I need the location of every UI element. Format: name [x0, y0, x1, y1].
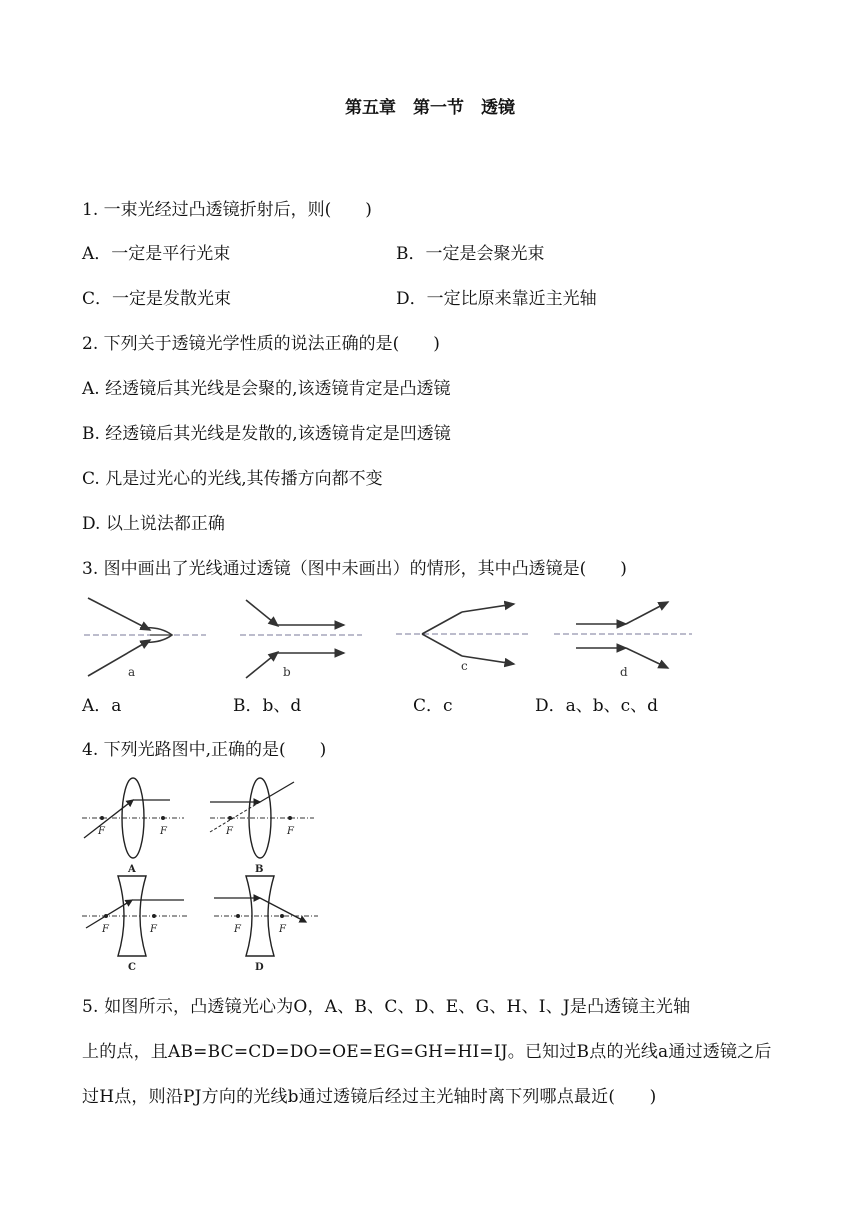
question-3-option-b: B．b、d: [233, 696, 302, 716]
figure-4b-focus-left: F: [226, 826, 233, 837]
figure-4c-focus-left: F: [102, 924, 109, 935]
figure-d-rays: [554, 602, 692, 668]
figure-4d-focus-left: F: [234, 924, 241, 935]
question-2-option-b: B. 经透镜后其光线是发散的,该透镜肯定是凹透镜: [82, 424, 451, 444]
figure-4b-convex-lens: [210, 778, 314, 858]
figure-a-rays: [84, 598, 206, 676]
figure-4c-concave-lens: [82, 876, 188, 956]
question-2-option-a: A. 经透镜后其光线是会聚的,该透镜肯定是凸透镜: [82, 379, 451, 399]
figure-c-label: c: [461, 659, 468, 673]
figure-4a-focus-right: F: [160, 826, 167, 837]
figure-b-rays: [240, 600, 362, 678]
question-1-stem: 1. 一束光经过凸透镜折射后，则( ): [82, 200, 372, 220]
figure-4c-label: C: [128, 962, 136, 973]
question-5-line-3: 过H点，则沿PJ方向的光线b通过透镜后经过主光轴时离下列哪点最近( ): [82, 1087, 657, 1107]
question-1-option-a: A．一定是平行光束: [82, 244, 231, 264]
question-5-line-2: 上的点，且AB=BC=CD=DO=OE=EG=GH=HI=IJ。已知过B点的光线a通过透镜之后: [82, 1042, 772, 1062]
question-1-option-b: B．一定是会聚光束: [396, 244, 545, 264]
page-title: 第五章 第一节 透镜: [345, 98, 515, 118]
figure-a-label: a: [128, 665, 136, 679]
question-3-figure: [0, 590, 860, 690]
figure-4d-focus-right: F: [279, 924, 286, 935]
question-1-option-c: C．一定是发散光束: [82, 289, 232, 309]
figure-4a-label: A: [128, 864, 136, 875]
question-3-option-c: C．c: [413, 696, 453, 716]
question-4-stem: 4. 下列光路图中,正确的是( ): [82, 740, 327, 760]
figure-4d-concave-lens: [214, 876, 318, 956]
question-2-stem: 2. 下列关于透镜光学性质的说法正确的是( ): [82, 334, 440, 354]
figure-4a-focus-left: F: [98, 826, 105, 837]
figure-b-label: b: [283, 665, 291, 679]
figure-4d-label: D: [255, 962, 264, 973]
figure-d-label: d: [620, 665, 628, 679]
question-1-option-d: D．一定比原来靠近主光轴: [396, 289, 597, 309]
question-3-option-a: A．a: [82, 696, 122, 716]
question-4-figure: [0, 770, 860, 975]
figure-4b-label: B: [255, 864, 264, 875]
figure-4c-focus-right: F: [150, 924, 157, 935]
question-3-option-d: D．a、b、c、d: [535, 696, 659, 716]
figure-4a-convex-lens: [82, 778, 184, 858]
question-2-option-d: D. 以上说法都正确: [82, 514, 225, 534]
figure-4b-focus-right: F: [287, 826, 294, 837]
question-2-option-c: C. 凡是过光心的光线,其传播方向都不变: [82, 469, 383, 489]
question-3-stem: 3. 图中画出了光线通过透镜（图中未画出）的情形，其中凸透镜是( ): [82, 559, 627, 579]
question-5-line-1: 5. 如图所示，凸透镜光心为O，A、B、C、D、E、G、H、I、J是凸透镜主光轴: [82, 997, 691, 1017]
figure-c-rays: [396, 604, 530, 664]
